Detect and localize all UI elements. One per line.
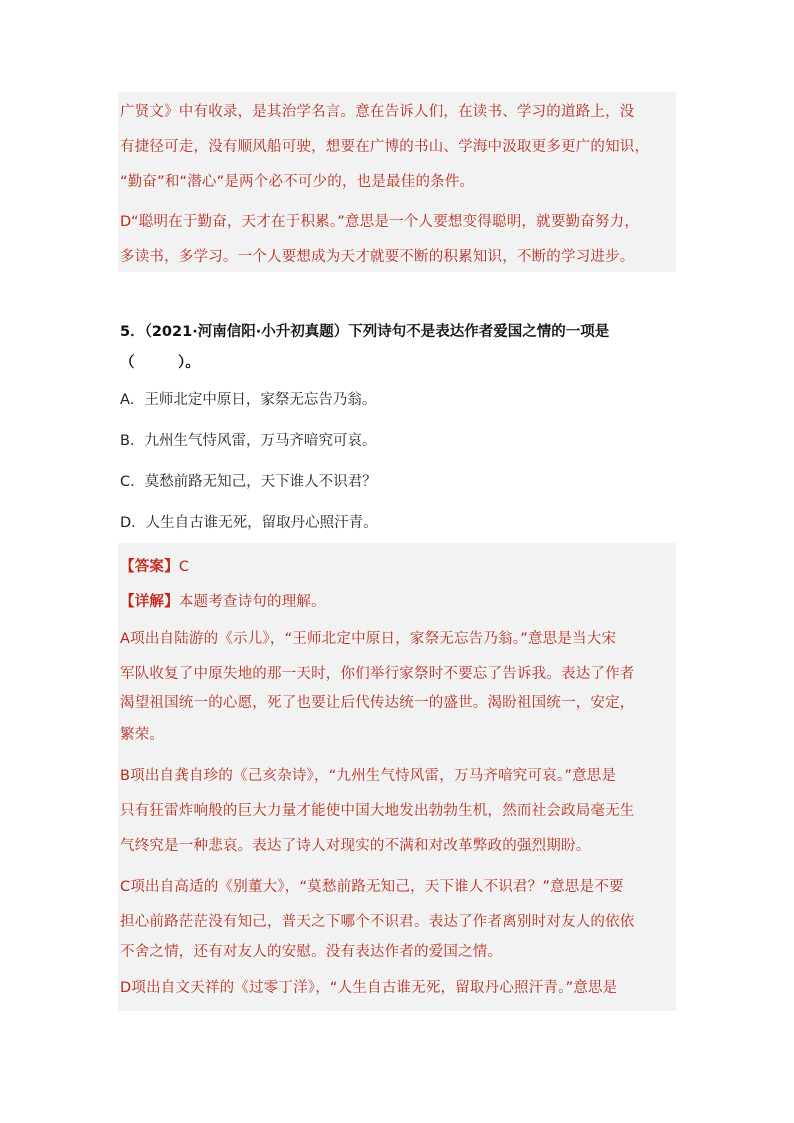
detail-c-line: 担心前路茫茫没有知己，普天之下哪个不识君。表达了作者离别时对友人的依依 <box>120 914 635 930</box>
detail-a-line: 繁荣。 <box>120 727 165 743</box>
answer-line <box>120 555 189 576</box>
explanation-line: D“聪明在于勤奋，天才在于积累。”意思是一个人要想变得聪明，就要勤奋努力， <box>120 214 640 230</box>
detail-c-line: C项出自高适的《别董大》，“莫愁前路无知己，天下谁人不识君？”意思是不要 <box>120 879 624 895</box>
detail-a-line: 渴望祖国统一的心愿，死了也要让后代传达统一的盛世。渴盼祖国统一，安定， <box>120 695 635 711</box>
option-b: B．九州生气恃风雷，万马齐喑究可哀。 <box>120 433 377 449</box>
detail-a-line: A项出自陆游的《示儿》，“王师北定中原日，家祭无忘告乃翁。”意思是当大宋 <box>120 631 617 647</box>
detail-b-line: 气终究是一种悲哀。表达了诗人对现实的不满和对改革弊政的强烈期盼。 <box>120 838 591 854</box>
question-title-blank: （ ）。 <box>120 355 200 371</box>
answer-label: 【答案】 <box>120 559 179 575</box>
detail-line <box>120 590 326 611</box>
detail-c-line: 不舍之情，还有对友人的安慰。没有表达作者的爱国之情。 <box>120 944 503 960</box>
detail-a-line: 军队收复了中原失地的那一天时，你们举行家祭时不要忘了告诉我。表达了作者 <box>120 666 635 682</box>
explanation-line: “勤奋”和“潜心”是两个必不可少的，也是最佳的条件。 <box>120 174 475 190</box>
detail-b-line: 只有狂雷炸响般的巨大力量才能使中国大地发出勃勃生机，然而社会政局毫无生 <box>120 803 635 819</box>
detail-text: 本题考查诗句的理解。 <box>178 594 326 610</box>
option-c: C．莫愁前路无知己，天下谁人不识君？ <box>120 474 377 490</box>
prev-explanation-block <box>118 92 676 272</box>
detail-label: 【详解】 <box>120 594 179 610</box>
answer-block <box>118 543 676 1011</box>
explanation-line: 多读书，多学习。一个人要想成为天才就要不断的积累知识，不断的学习进步。 <box>120 249 635 265</box>
question-title: 5．（2021·河南信阳·小升初真题）下列诗句不是表达作者爱国之情的一项是 <box>120 324 610 340</box>
detail-b-line: B项出自龚自珍的《己亥杂诗》，“九州生气恃风雷，万马齐喑究可哀。”意思是 <box>120 768 617 784</box>
option-d: D．人生自古谁无死，留取丹心照汗青。 <box>120 515 378 531</box>
answer-value: C <box>178 559 190 575</box>
option-a: A．王师北定中原日，家祭无忘告乃翁。 <box>120 392 377 408</box>
explanation-line: 有捷径可走，没有顺风船可驶，想要在广博的书山、学海中汲取更多更广的知识， <box>120 139 650 155</box>
detail-d-line: D项出自文天祥的《过零丁洋》，“人生自古谁无死，留取丹心照汗青。”意思是 <box>120 980 618 996</box>
question-block <box>118 318 676 538</box>
explanation-line: 广贤文》中有收录，是其治学名言。意在告诉人们，在读书、学习的道路上，没 <box>120 104 635 120</box>
